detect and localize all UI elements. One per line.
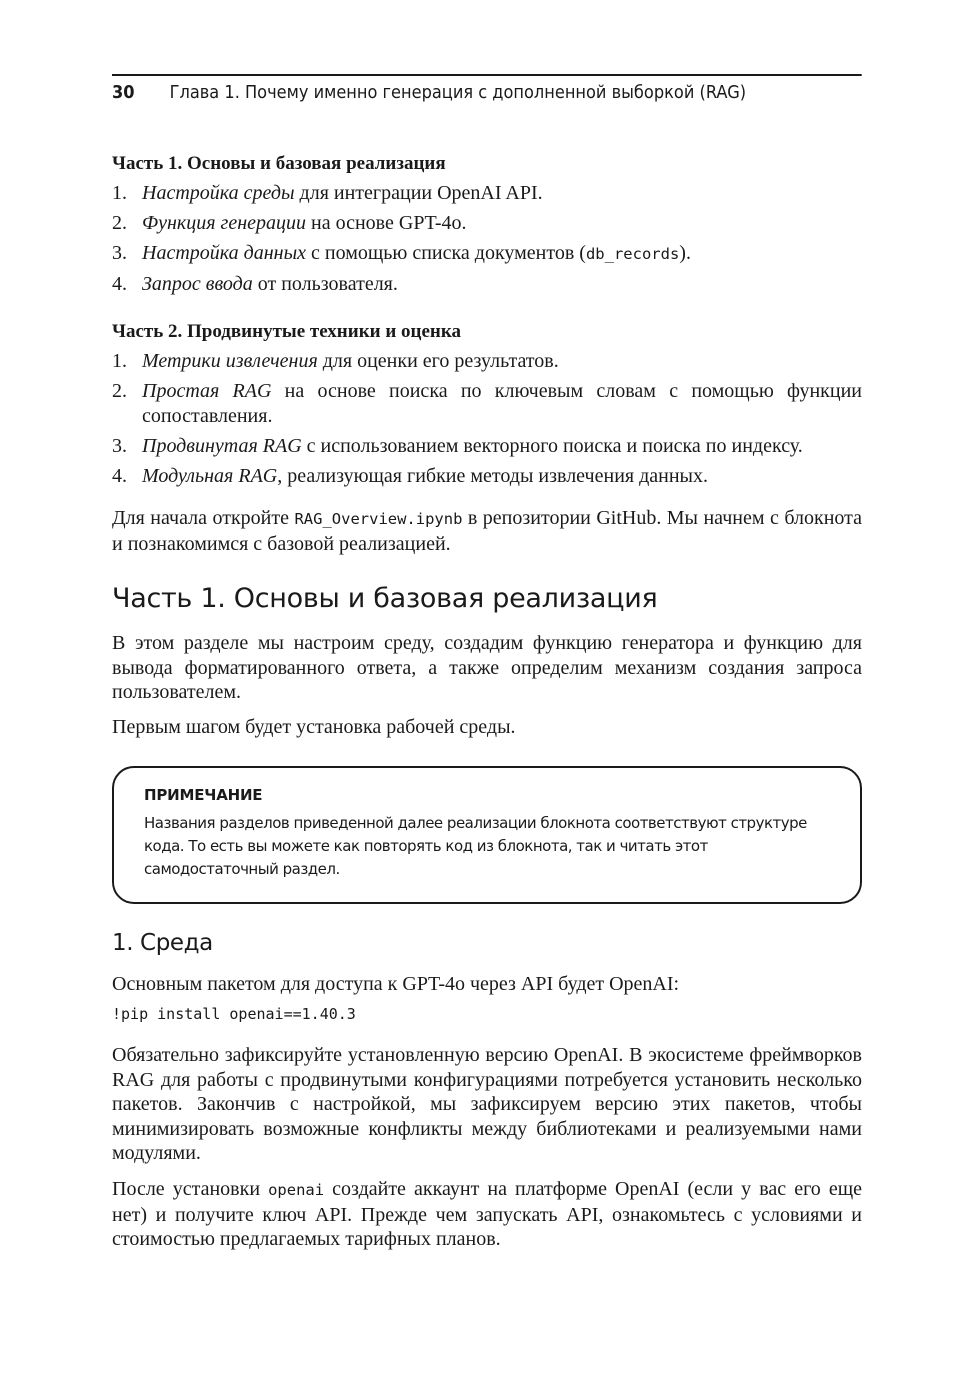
inline-code: db_records (585, 245, 680, 263)
part2-outline (112, 320, 862, 489)
env-paragraph-block (112, 972, 862, 997)
item-number: 2. (112, 380, 127, 402)
item-number: 1. (112, 350, 127, 372)
after-install-paragraph (112, 1177, 862, 1252)
part1-outline-title: Часть 1. Основы и базовая реализация (112, 153, 446, 174)
inline-code: RAG_Overview.ipynb (294, 510, 463, 528)
subsection-heading-block (112, 930, 862, 956)
chapter-title: Глава 1. Почему именно генерация с дополненной выборкой (RAG) (169, 82, 747, 103)
note-text: Названия разделов приведенной далее реализации блокнота соответствуют структуре кода. То есть вы можете как повторять код из блокнота, так и читать этот самодостаточный раздел. (144, 814, 807, 878)
section-paragraph-block (112, 715, 862, 740)
intro-paragraph (112, 506, 862, 556)
part2-outline-title: Часть 2. Продвинутые техники и оценка (112, 321, 462, 342)
item-number: 3. (112, 435, 127, 457)
section-paragraph-block (112, 631, 862, 705)
subsection-heading: 1. Среда (112, 930, 213, 956)
inline-code: openai (268, 1181, 325, 1199)
item-text: на основе поиска по ключевым словам с помощью функции сопоставления. (142, 380, 862, 427)
item-number: 4. (112, 465, 127, 487)
section-heading-block (112, 583, 862, 614)
item-text: с помощью списка документов ( (306, 242, 586, 264)
note-title: ПРИМЕЧАНИЕ (144, 786, 263, 804)
code-line: !pip install openai==1.40.3 (112, 1005, 356, 1023)
list-item (112, 241, 862, 267)
item-italic: Настройка данных (142, 242, 307, 264)
list-item (112, 379, 862, 429)
list-item (112, 272, 862, 297)
intro-paragraph-block (112, 506, 862, 556)
running-head (112, 74, 862, 112)
fix-version-paragraph: Обязательно зафиксируйте установленную версию OpenAI. В экосистеме фреймворков RAG для работы с продвинутыми конфигурациями потребуется установить несколько пакетов. Закончив с настройкой, мы зафиксируем версию этих пакетов, чтобы минимизировать возможные конфликты между библиотеками и реализуемыми нами модулями. (112, 1044, 862, 1164)
list-item (112, 211, 862, 236)
text-run: После установки (112, 1178, 269, 1200)
item-number: 1. (112, 182, 127, 204)
item-italic: Метрики извлечения (142, 350, 318, 372)
code-block (112, 1005, 862, 1023)
item-text: ). (679, 242, 691, 264)
item-number: 2. (112, 212, 127, 234)
text-run: в репозитории GitHub. Мы начнем с блокнота и познакомимся с базовой реализацией. (112, 507, 862, 555)
item-italic: Модульная RAG (142, 465, 278, 487)
env-paragraph: Основным пакетом для доступа к GPT-4o через API будет OpenAI: (112, 973, 680, 995)
list-item (112, 349, 862, 374)
after-install-paragraph-block (112, 1177, 862, 1252)
item-italic: Запрос ввода (142, 273, 253, 295)
item-text: , реализующая гибкие методы извлечения данных. (277, 465, 708, 487)
part2-list (112, 349, 862, 489)
page-number: 30 (112, 82, 135, 103)
item-text: для интеграции OpenAI API. (294, 182, 543, 204)
item-text: на основе GPT-4o. (306, 212, 467, 234)
part1-list (112, 181, 862, 297)
item-italic: Функция генерации (142, 212, 307, 234)
section-paragraph: В этом разделе мы настроим среду, создадим функцию генератора и функцию для вывода форматированного ответа, а также определим механизм создания запроса пользователем. (112, 632, 862, 703)
list-item (112, 181, 862, 206)
part1-outline (112, 152, 862, 297)
item-number: 3. (112, 242, 127, 264)
item-number: 4. (112, 273, 127, 295)
text-run: создайте аккаунт на платформе OpenAI (если у вас его еще нет) и получите ключ API. Прежде чем запускать API, ознакомьтесь с условиями и стоимостью предлагаемых тарифных планов. (112, 1178, 862, 1250)
item-text: от пользователя. (252, 273, 398, 295)
note-box (112, 766, 862, 904)
fix-version-paragraph-block (112, 1043, 862, 1166)
section-paragraph: Первым шагом будет установка рабочей среды. (112, 716, 516, 738)
list-item (112, 434, 862, 459)
item-text: для оценки его результатов. (317, 350, 559, 372)
item-italic: Продвинутая RAG (142, 435, 302, 457)
item-italic: Простая RAG (142, 380, 272, 402)
list-item (112, 464, 862, 489)
section-heading: Часть 1. Основы и базовая реализация (112, 583, 658, 614)
item-italic: Настройка среды (142, 182, 295, 204)
text-run: Для начала откройте (112, 507, 295, 529)
item-text: с использованием векторного поиска и поиска по индексу. (301, 435, 803, 457)
